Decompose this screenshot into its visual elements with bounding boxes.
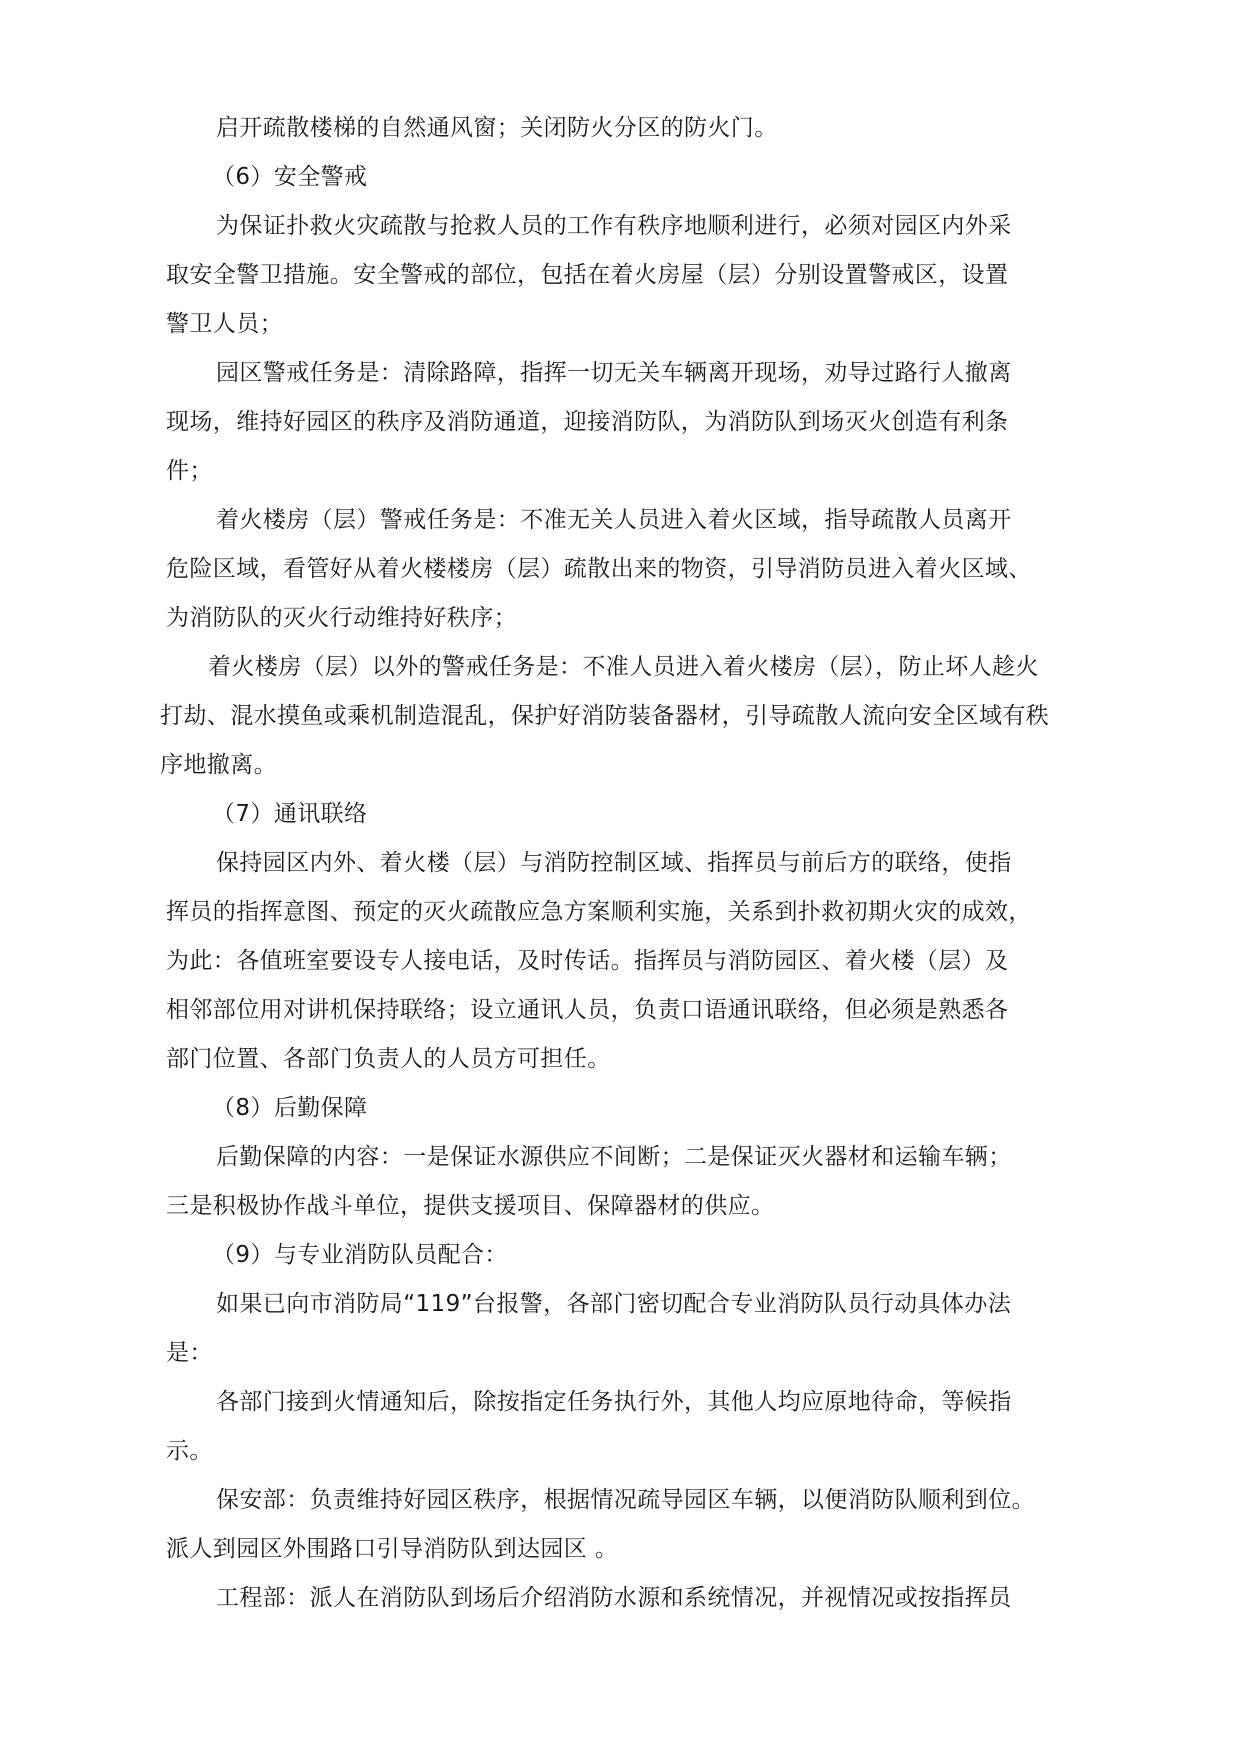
text-line: 三是积极协作战斗单位，提供支援项目、保障器材的供应。 (166, 1193, 775, 1219)
section-heading: （7）通讯联络 (212, 801, 368, 827)
text-line: 警卫人员； (166, 311, 283, 337)
section-heading: （8）后勤保障 (212, 1095, 368, 1121)
text-line: 如果已向市消防局“119”台报警，各部门密切配合专业消防队员行动具体办法 (216, 1291, 1012, 1317)
text-line: 为保证扑救火灾疏散与抢救人员的工作有秩序地顺利进行，必须对园区内外采 (216, 213, 1012, 239)
text-line: 保持园区内外、着火楼（层）与消防控制区域、指挥员与前后方的联络，使指 (216, 850, 1012, 876)
text-line: 园区警戒任务是：清除路障，指挥一切无关车辆离开现场，劝导过路行人撤离 (216, 360, 1012, 386)
text-line: 启开疏散楼梯的自然通风窗；关闭防火分区的防火门。 (216, 115, 778, 141)
text-line: 着火楼房（层）以外的警戒任务是：不准人员进入着火楼房（层），防止坏人趁火 (208, 654, 1039, 680)
text-line: 是： (166, 1340, 213, 1366)
text-line: 示。 (166, 1438, 213, 1464)
text-line: 危险区域，看管好从着火楼楼房（层）疏散出来的物资，引导消防员进入着火区域、 (166, 556, 1032, 582)
text-line: 为消防队的灭火行动维持好秩序； (166, 605, 517, 631)
text-line: 现场，维持好园区的秩序及消防通道，迎接消防队，为消防队到场灭火创造有利条 (166, 409, 1009, 435)
section-heading: （6）安全警戒 (212, 164, 368, 190)
text-line: 打劫、混水摸鱼或乘机制造混乱，保护好消防装备器材，引导疏散人流向安全区域有秩 (160, 703, 1050, 729)
text-line: 件； (166, 458, 213, 484)
text-line: 后勤保障的内容：一是保证水源供应不间断；二是保证灭火器材和运输车辆； (216, 1144, 1012, 1170)
text-line: 工程部：派人在消防队到场后介绍消防水源和系统情况，并视情况或按指挥员 (216, 1585, 1012, 1611)
section-heading: （9）与专业消防队员配合： (212, 1242, 508, 1268)
text-line: 取安全警卫措施。安全警戒的部位，包括在着火房屋（层）分别设置警戒区，设置 (166, 262, 1009, 288)
text-line: 相邻部位用对讲机保持联络；设立通讯人员，负责口语通讯联络，但必须是熟悉各 (166, 997, 1009, 1023)
text-line: 保安部：负责维持好园区秩序，根据情况疏导园区车辆，以便消防队顺利到位。 (216, 1487, 1035, 1513)
text-line: 挥员的指挥意图、预定的灭火疏散应急方案顺利实施，关系到扑救初期火灾的成效， (166, 899, 1032, 925)
text-line: 派人到园区外围路口引导消防队到达园区 。 (166, 1536, 619, 1562)
text-line: 序地撤离。 (160, 752, 277, 778)
text-line: 部门位置、各部门负责人的人员方可担任。 (166, 1046, 611, 1072)
text-line: 为此：各值班室要设专人接电话，及时传话。指挥员与消防园区、着火楼（层）及 (166, 948, 1009, 974)
text-line: 各部门接到火情通知后，除按指定任务执行外，其他人均应原地待命，等候指 (216, 1389, 1012, 1415)
text-line: 着火楼房（层）警戒任务是：不准无关人员进入着火区域，指导疏散人员离开 (216, 507, 1012, 533)
